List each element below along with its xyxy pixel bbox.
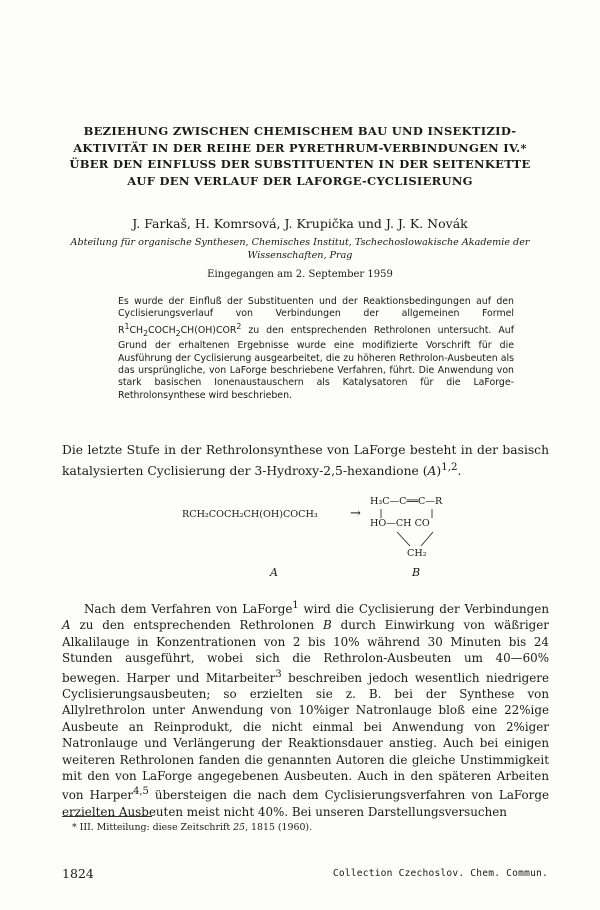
intro-paragraph: Die letzte Stufe in der Rethrolonsynthese von LaForge besteht in der basisch katalysierten Cyclisierung der 3-Hydroxy-2,5-hexandione $(A)^{1,2}$. [62,443,549,479]
ring-bonds [0,488,600,578]
affiliation: Abteilung für organische Synthesen, Chemisches Institut, Tschechoslowakische Akademie der Wissenschaften, Prag [70,237,530,261]
formula-a: RCH₂COCH₂CH(OH)COCH₃ [182,509,318,520]
title-line-1: BEZIEHUNG ZWISCHEN CHEMISCHEM BAU UND INSEKTIZID- [83,124,517,138]
reaction-arrow: → [350,506,361,521]
journal-name: Collection Czechoslov. Chem. Commun. [332,868,548,879]
footnote-divider [62,816,152,817]
title-line-2: AKTIVITÄT IN DER REIHE DER PYRETHRUM-VERBINDUNGEN IV.* [73,140,527,155]
article-title [60,123,540,189]
received-date: Eingegangen am 2. September 1959 [207,269,393,280]
title-line-3: ÜBER DEN EINFLUSS DER SUBSTITUENTEN IN DER SEITENKETTE [69,157,531,171]
formula-b-row-1: H₃C—C══C—R [370,496,443,507]
formula-b-row-2: HO—CH CO [370,518,430,529]
author-list: J. Farkaš, H. Komrsová, J. Krupička und J. J. K. Novák [132,216,468,231]
label-b: B [412,566,421,579]
reaction-scheme [0,488,600,578]
title-line-4: AUF DEN VERLAUF DER LAFORGE-CYCLISIERUNG [127,173,473,188]
abstract: Es wurde der Einfluß der Substituenten und der Reaktionsbedingungen auf den Cyclisierungsverlauf von Verbindungen der allgemeinen Formel $R^1CH_2COCH_2CH(OH)COR^2$ zu den entsprechenden Rethrolonen untersucht. Auf Grund der erhaltenen Ergebnisse wurde eine modifizierte Vorschrift für die Ausführung der Cyclisierung ausgearbeitet, die zu höheren Rethrolon-Ausbeuten als das ursprüngliche, von LaForge beschriebene Verfahren, führt. Die Anwendung von stark basischen Ionenaustauschern als Katalysatoren für die LaForge-Rethrolonsynthese wird beschrieben. [118,296,514,401]
footnote: * III. Mitteilung: diese Zeitschrift 25, 1815 (1960). [72,822,313,833]
label-a: A [270,566,278,579]
formula-b-ch2: CH₂ [407,548,427,559]
body-paragraph: Nach dem Verfahren von LaForge$^1$ wird die Cyclisierung der Verbindungen A zu den entsprechenden Rethrolonen B durch Einwirkung von wäßriger Alkalilauge in Konzentrationen von 2 bis 10% während 30 Minuten bis 24 Stunden ausgeführt, wobei sich die Rethrolon-Ausbeuten um 40—60% bewegen. Harper und Mitarbeiter$^3$ beschreiben jedoch wesentlich niedrigere Cyclisierungsausbeuten; so erzielten sie z. B. bei der Synthese von Allylrethrolon unter Anwendung von 10%iger Natronlauge bloß eine 22%ige Ausbeute an Reinprodukt, die nicht einmal bei Anwendung von 2%iger Natronlauge und Verlängerung der Reaktionsdauer anstieg. Auch bei einigen weiteren Rethrolonen fanden die genannten Autoren die gleiche Unstimmigkeit mit den von LaForge angegebenen Ausbeuten. Auch in den späteren Arbeiten von Harper$^{4,5}$ übersteigen die nach dem Cyclisierungsverfahren von LaForge erzielten Ausbeuten meist nicht 40%. Bei unseren Darstellungsversuchen [62,600,550,819]
page-number: 1824 [62,866,94,881]
